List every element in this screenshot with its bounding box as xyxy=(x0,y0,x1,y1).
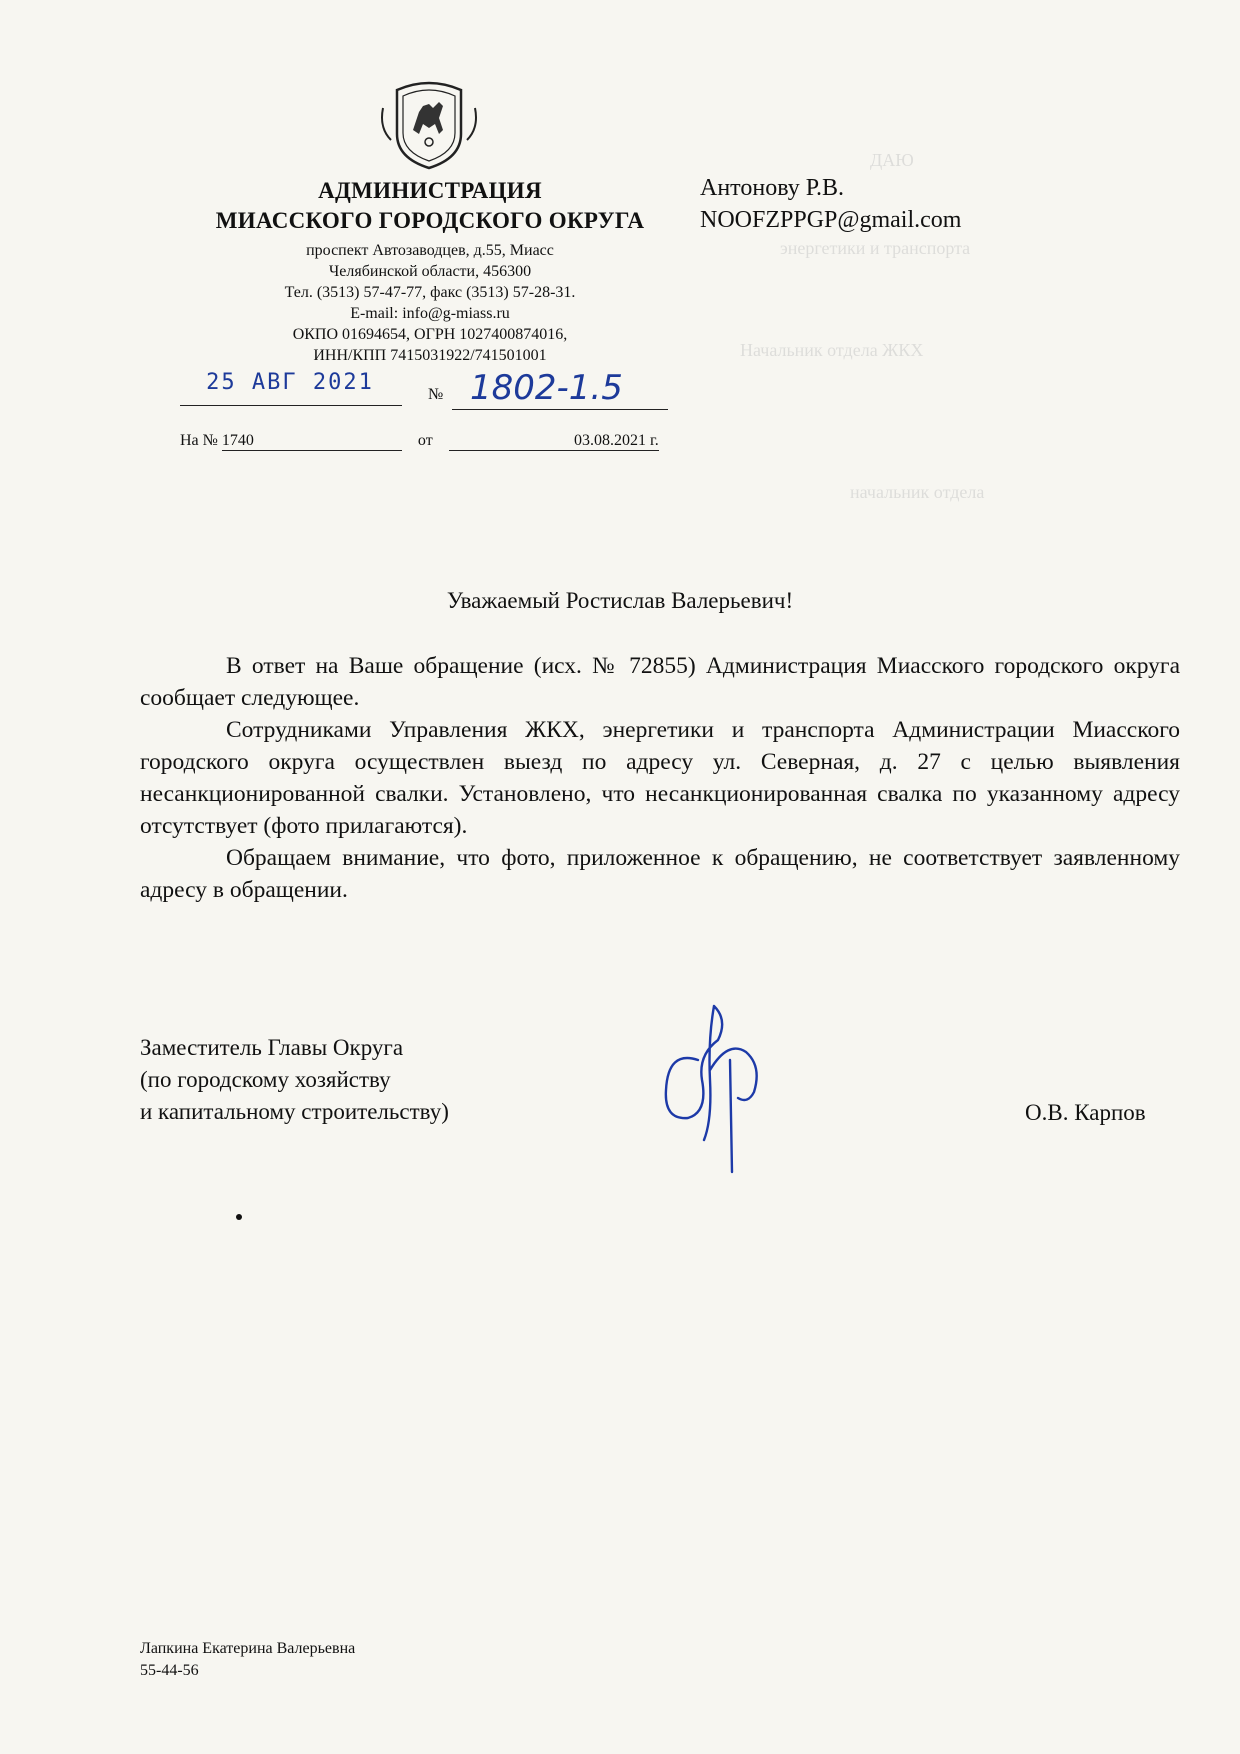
ink-dot xyxy=(236,1214,242,1220)
registration-date-stamp: 25 АВГ 2021 xyxy=(206,370,374,395)
number-underline xyxy=(452,409,668,410)
address-line: Тел. (3513) 57-47-77, факс (3513) 57-28-31. xyxy=(284,284,576,301)
position-line: Заместитель Главы Округа xyxy=(140,1035,404,1060)
ref-number: 1740 xyxy=(222,432,402,451)
sender-block xyxy=(150,176,710,366)
reference-line xyxy=(180,432,659,451)
signatory-position xyxy=(140,1032,449,1128)
registration-number: 1802-1.5 xyxy=(470,368,623,408)
handwritten-signature-icon xyxy=(658,1000,778,1175)
ref-prefix: На № xyxy=(180,432,218,449)
address-line: ОКПО 01694654, ОГРН 1027400874016, xyxy=(292,326,568,343)
ref-from-label: от xyxy=(417,432,433,449)
position-line: (по городскому хозяйству xyxy=(140,1067,391,1092)
recipient-email: NOOFZPPGP@gmail.com xyxy=(700,207,962,233)
letter-body xyxy=(140,650,1180,906)
address-line: E-mail: info@g-miass.ru xyxy=(350,305,510,322)
signatory-name: О.В. Карпов xyxy=(1025,1100,1146,1125)
paragraph: Сотрудниками Управления ЖКХ, энергетики и транспорта Администрации Миасского городского округа осуществлен выезд по адресу ул. Северная, д. 27 с целью выявления несанкционированной свалки. Установлено, что несанкционированная свалка по указанному адресу отсутствует (фото прилагаются). xyxy=(140,717,1180,839)
date-underline xyxy=(180,405,402,406)
number-sign: № xyxy=(428,386,444,403)
coat-of-arms-icon xyxy=(377,78,481,170)
bleed-through-text: ДАЮ xyxy=(870,150,914,170)
bleed-through-text: начальник отдела xyxy=(850,482,985,502)
position-line: и капитальному строительству) xyxy=(140,1099,449,1124)
ref-date: 03.08.2021 г. xyxy=(449,432,659,451)
paragraph: В ответ на Ваше обращение (исх. № 72855) Администрация Миасского городского округа сообщает следующее. xyxy=(140,653,1180,711)
salutation: Уважаемый Ростислав Валерьевич! xyxy=(446,588,794,613)
address-line: проспект Автозаводцев, д.55, Миасс xyxy=(306,242,554,259)
org-name-line-2: МИАССКОГО ГОРОДСКОГО ОКРУГА xyxy=(215,208,645,233)
executor-phone: 55-44-56 xyxy=(140,1662,199,1679)
recipient-block xyxy=(700,172,961,236)
executor-name: Лапкина Екатерина Валерьевна xyxy=(140,1640,356,1657)
address-line: ИНН/КПП 7415031922/741501001 xyxy=(313,347,547,364)
recipient-name: Антонову Р.В. xyxy=(700,175,845,201)
bleed-through-text: энергетики и транспорта xyxy=(780,238,971,258)
paragraph: Обращаем внимание, что фото, приложенное к обращению, не соответствует заявленному адресу в обращении. xyxy=(140,845,1180,903)
bleed-through-text: Начальник отдела ЖКХ xyxy=(740,340,924,360)
address-line: Челябинской области, 456300 xyxy=(328,263,532,280)
org-name-line-1: АДМИНИСТРАЦИЯ xyxy=(318,178,542,203)
org-address xyxy=(150,240,710,366)
executor-block xyxy=(140,1638,355,1682)
